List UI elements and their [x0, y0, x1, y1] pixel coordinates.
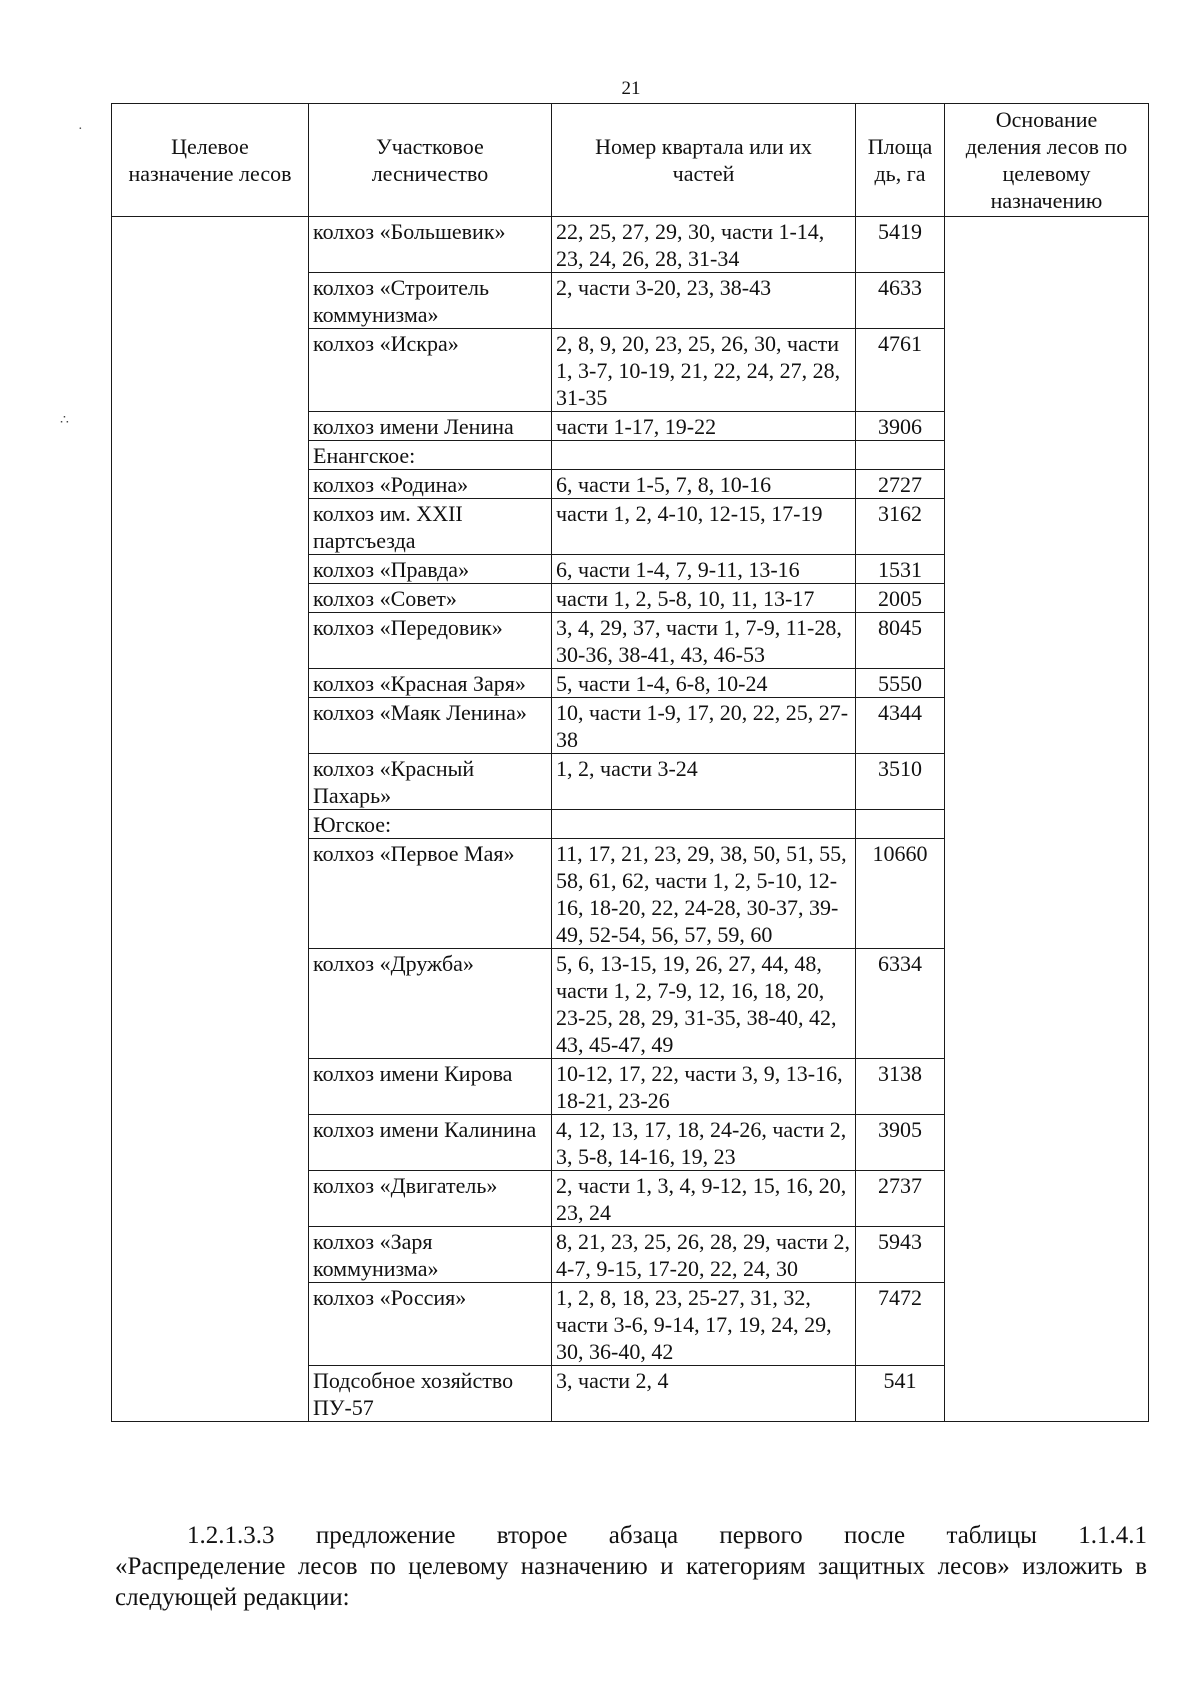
cell-quarters: 6, части 1-5, 7, 8, 10-16 — [552, 470, 856, 499]
cell-area — [856, 441, 945, 470]
amendment-first-line: 1.2.1.3.3 предложение второе абзаца первого после таблицы 1.1.4.1 — [187, 1522, 1147, 1549]
header-line: назначению — [990, 188, 1103, 213]
forest-distribution-table — [111, 103, 1149, 1422]
cell-quarters: 1, 2, части 3-24 — [552, 754, 856, 810]
cell-area: 1531 — [856, 555, 945, 584]
header-line: дь, га — [874, 161, 926, 186]
cell-area: 6334 — [856, 949, 945, 1059]
cell-area: 2005 — [856, 584, 945, 613]
cell-area: 4633 — [856, 273, 945, 329]
cell-quarters: 3, части 2, 4 — [552, 1366, 856, 1422]
cell-area: 5550 — [856, 669, 945, 698]
cell-area: 4761 — [856, 329, 945, 412]
cell-quarters: 10-12, 17, 22, части 3, 9, 13-16, 18-21, 23-26 — [552, 1059, 856, 1115]
cell-area: 3905 — [856, 1115, 945, 1171]
cell-area: 7472 — [856, 1283, 945, 1366]
cell-quarters: 8, 21, 23, 25, 26, 28, 29, части 2, 4-7, 9-15, 17-20, 22, 24, 30 — [552, 1227, 856, 1283]
cell-quarters — [552, 810, 856, 839]
cell-area: 10660 — [856, 839, 945, 949]
cell-forestry: колхоз им. XXII партсъезда — [309, 499, 552, 555]
cell-quarters: 1, 2, 8, 18, 23, 25-27, 31, 32, части 3-6, 9-14, 17, 19, 24, 29, 30, 36-40, 42 — [552, 1283, 856, 1366]
cell-area: 8045 — [856, 613, 945, 669]
cell-forestry: Югское: — [309, 810, 552, 839]
cell-quarters: 4, 12, 13, 17, 18, 24-26, части 2, 3, 5-8, 14-16, 19, 23 — [552, 1115, 856, 1171]
cell-forestry: колхоз «Правда» — [309, 555, 552, 584]
cell-forestry: колхоз «Совет» — [309, 584, 552, 613]
cell-forestry: Енангское: — [309, 441, 552, 470]
cell-forestry: колхоз «Красная Заря» — [309, 669, 552, 698]
cell-quarters: части 1-17, 19-22 — [552, 412, 856, 441]
scan-speck: · — [78, 122, 83, 137]
cell-area: 4344 — [856, 698, 945, 754]
cell-forestry: Подсобное хозяйство ПУ-57 — [309, 1366, 552, 1422]
cell-area — [856, 810, 945, 839]
header-line: Основание — [995, 107, 1098, 132]
cell-quarters: 2, части 1, 3, 4, 9-12, 15, 16, 20, 23, 24 — [552, 1171, 856, 1227]
cell-quarters: 10, части 1-9, 17, 20, 22, 25, 27-38 — [552, 698, 856, 754]
cell-quarters: части 1, 2, 4-10, 12-15, 17-19 — [552, 499, 856, 555]
cell-forestry: колхоз «Дружба» — [309, 949, 552, 1059]
cell-quarters: 2, части 3-20, 23, 38-43 — [552, 273, 856, 329]
amendment-paragraph — [115, 1520, 1147, 1613]
cell-quarters — [552, 441, 856, 470]
cell-area: 3162 — [856, 499, 945, 555]
cell-forestry: колхоз «Первое Мая» — [309, 839, 552, 949]
cell-purpose — [112, 217, 309, 1422]
cell-basis — [945, 217, 1149, 1422]
cell-forestry: колхоз «Двигатель» — [309, 1171, 552, 1227]
cell-forestry: колхоз «Россия» — [309, 1283, 552, 1366]
cell-forestry: колхоз «Родина» — [309, 470, 552, 499]
page-number: 21 — [621, 78, 641, 99]
cell-forestry: колхоз «Маяк Ленина» — [309, 698, 552, 754]
scan-speck: ∴ — [60, 413, 69, 428]
cell-forestry: колхоз «Красный Пахарь» — [309, 754, 552, 810]
cell-area: 3906 — [856, 412, 945, 441]
header-line: целевому — [1002, 161, 1091, 186]
cell-quarters: 11, 17, 21, 23, 29, 38, 50, 51, 55, 58, 61, 62, части 1, 2, 5-10, 12-16, 18-20, 22, 24-28, 30-37, 39-49, 52-54, 56, 57, 59, 60 — [552, 839, 856, 949]
cell-area: 541 — [856, 1366, 945, 1422]
cell-quarters: части 1, 2, 5-8, 10, 11, 13-17 — [552, 584, 856, 613]
cell-forestry: колхоз имени Ленина — [309, 412, 552, 441]
cell-area: 3138 — [856, 1059, 945, 1115]
header-area — [856, 104, 945, 217]
cell-area: 5419 — [856, 217, 945, 273]
cell-area: 2737 — [856, 1171, 945, 1227]
cell-forestry: колхоз «Передовик» — [309, 613, 552, 669]
header-line: частей — [672, 161, 735, 186]
table-header-row — [112, 104, 1149, 217]
cell-quarters: 6, части 1-4, 7, 9-11, 13-16 — [552, 555, 856, 584]
header-quarters — [552, 104, 856, 217]
table-body — [112, 217, 1149, 1422]
cell-quarters: 5, 6, 13-15, 19, 26, 27, 44, 48, части 1, 2, 7-9, 12, 16, 18, 20, 23-25, 28, 29, 31-35, 38-40, 42, 43, 45-47, 49 — [552, 949, 856, 1059]
amendment-rest: «Распределение лесов по целевому назначению и категориям защитных лесов» изложить в следующей редакции: — [115, 1553, 1147, 1611]
cell-forestry: колхоз «Заря коммунизма» — [309, 1227, 552, 1283]
cell-forestry: колхоз «Большевик» — [309, 217, 552, 273]
header-basis — [945, 104, 1149, 217]
cell-quarters: 3, 4, 29, 37, части 1, 7-9, 11-28, 30-36, 38-41, 43, 46-53 — [552, 613, 856, 669]
header-line: Участковое — [376, 134, 484, 159]
cell-forestry: колхоз «Строитель коммунизма» — [309, 273, 552, 329]
cell-quarters: 5, части 1-4, 6-8, 10-24 — [552, 669, 856, 698]
header-line: назначение лесов — [128, 161, 292, 186]
cell-area: 3510 — [856, 754, 945, 810]
table-row — [112, 217, 1149, 273]
header-line: Площа — [867, 134, 933, 159]
header-line: лесничество — [371, 161, 489, 186]
cell-area: 5943 — [856, 1227, 945, 1283]
header-line: Целевое — [171, 134, 249, 159]
cell-forestry: колхоз «Искра» — [309, 329, 552, 412]
header-line: деления лесов по — [965, 134, 1128, 159]
header-purpose — [112, 104, 309, 217]
cell-quarters: 22, 25, 27, 29, 30, части 1-14, 23, 24, 26, 28, 31-34 — [552, 217, 856, 273]
cell-quarters: 2, 8, 9, 20, 23, 25, 26, 30, части 1, 3-7, 10-19, 21, 22, 24, 27, 28, 31-35 — [552, 329, 856, 412]
header-line: Номер квартала или их — [595, 134, 812, 159]
header-forestry — [309, 104, 552, 217]
cell-forestry: колхоз имени Калинина — [309, 1115, 552, 1171]
cell-area: 2727 — [856, 470, 945, 499]
cell-forestry: колхоз имени Кирова — [309, 1059, 552, 1115]
